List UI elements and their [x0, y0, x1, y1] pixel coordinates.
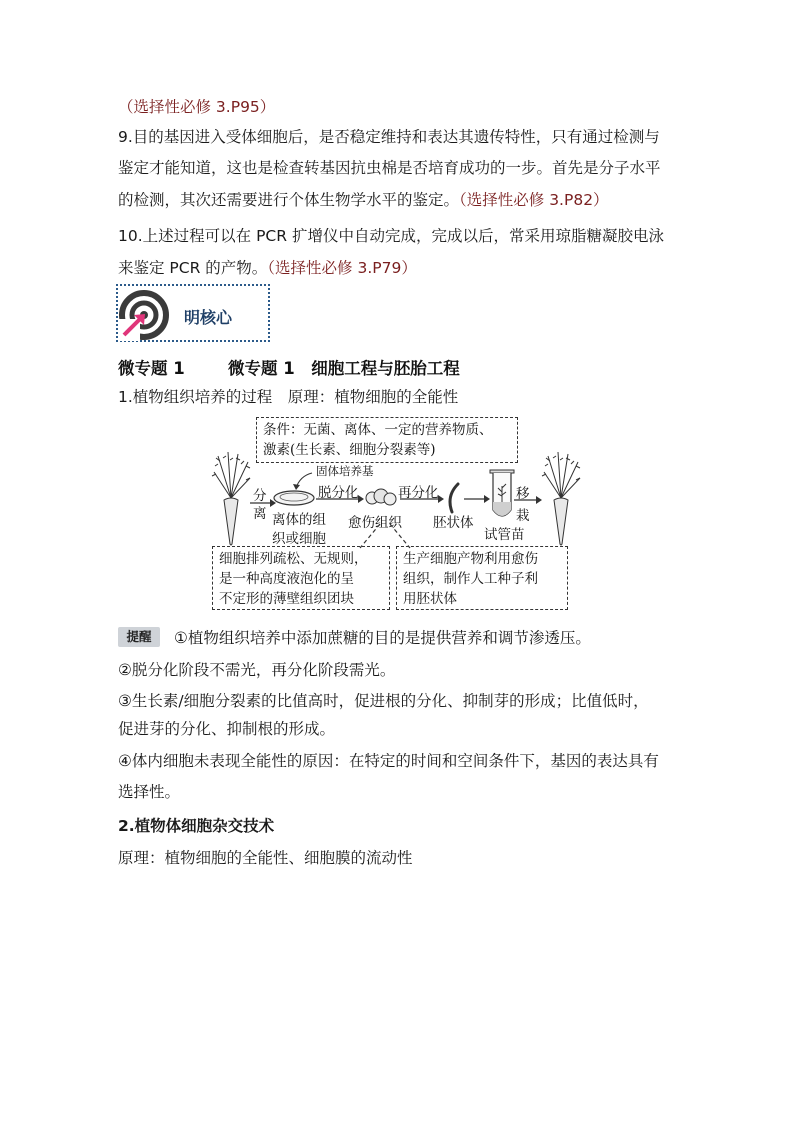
micro-topic-title: 微专题 1 细胞工程与胚胎工程 — [228, 359, 460, 378]
label-isolated-tissue-2: 织或细胞 — [272, 531, 326, 547]
ref-p82: （选择性必修 3.P82） — [459, 191, 609, 209]
ref-p95: （选择性必修 3.P95） — [118, 98, 276, 116]
micro-topic-label: 微专题 1 — [118, 359, 185, 378]
callus-desc-line1: 细胞排列疏松、无规则， — [219, 551, 368, 567]
para-10-line2 — [118, 257, 417, 279]
ref-p79: （选择性必修 3.P79） — [267, 259, 417, 277]
label-redifferentiation: 再分化 — [398, 485, 439, 501]
para-9-line3 — [118, 189, 609, 211]
label-isolated-tissue-1: 离体的组 — [272, 512, 326, 528]
label-dedifferentiation: 脱分化 — [318, 485, 359, 501]
conditions-line1: 条件：无菌、离体、一定的营养物质、 — [263, 422, 493, 438]
application-line1: 生产细胞产物利用愈伤 — [403, 551, 538, 567]
target-icon — [118, 289, 170, 341]
application-box — [396, 546, 568, 610]
item-2-title: 2.植物体细胞杂交技术 — [118, 817, 275, 835]
label-embryoid: 胚状体 — [433, 515, 474, 531]
conditions-box — [256, 417, 518, 463]
tip-1: ①植物组织培养中添加蔗糖的目的是提供营养和调节渗透压。 — [174, 629, 591, 647]
tip-3-line2: 促进芽的分化、抑制根的形成。 — [118, 720, 336, 738]
label-li: 离 — [253, 506, 267, 522]
badge-label: 明核心 — [184, 308, 233, 327]
label-fen: 分 — [253, 488, 267, 504]
conditions-line2: 激素(生长素、细胞分裂素等) — [263, 442, 436, 458]
para-9-line2: 鉴定才能知道，这也是检查转基因抗虫棉是否培育成功的一步。首先是分子水平 — [118, 159, 661, 177]
application-line2: 组织，制作人工种子利 — [403, 571, 538, 587]
tip-badge: 提醒 — [118, 627, 160, 647]
tip-4-line2: 选择性。 — [118, 783, 181, 801]
tip-2: ②脱分化阶段不需光，再分化阶段需光。 — [118, 661, 396, 679]
callout-connectors — [200, 500, 600, 552]
callus-description-box — [212, 546, 390, 610]
tip-4-line1: ④体内细胞未表现全能性的原因：在特定的时间和空间条件下，基因的表达具有 — [118, 752, 659, 770]
label-test-tube-seedling: 试管苗 — [484, 527, 525, 543]
label-callus: 愈伤组织 — [348, 515, 402, 531]
application-line3: 用胚状体 — [403, 591, 457, 607]
medium-pointer-arrow — [290, 470, 314, 492]
item-2-principle: 原理：植物细胞的全能性、细胞膜的流动性 — [118, 849, 413, 867]
solid-medium-note: 固体培养基 — [316, 464, 374, 478]
para-9-line1: 9.目的基因进入受体细胞后，是否稳定维持和表达其遗传特性，只有通过检测与 — [118, 128, 660, 146]
para-10-line2-text: 来鉴定 PCR 的产物。 — [118, 259, 268, 277]
callus-desc-line2: 是一种高度液泡化的呈 — [219, 571, 354, 587]
callus-desc-line3: 不定形的薄壁组织团块 — [219, 591, 354, 607]
label-yi: 移 — [516, 486, 530, 502]
label-zai: 栽 — [516, 508, 530, 524]
item-1-title: 1.植物组织培养的过程 原理：植物细胞的全能性 — [118, 388, 459, 406]
para-10-line1: 10.上述过程可以在 PCR 扩增仪中自动完成，完成以后，常采用琼脂糖凝胶电泳 — [118, 227, 664, 245]
tip-3-line1: ③生长素/细胞分裂素的比值高时，促进根的分化、抑制芽的形成；比值低时， — [118, 692, 649, 710]
para-9-line3-text: 的检测，其次还需要进行个体生物学水平的鉴定。 — [118, 191, 460, 209]
